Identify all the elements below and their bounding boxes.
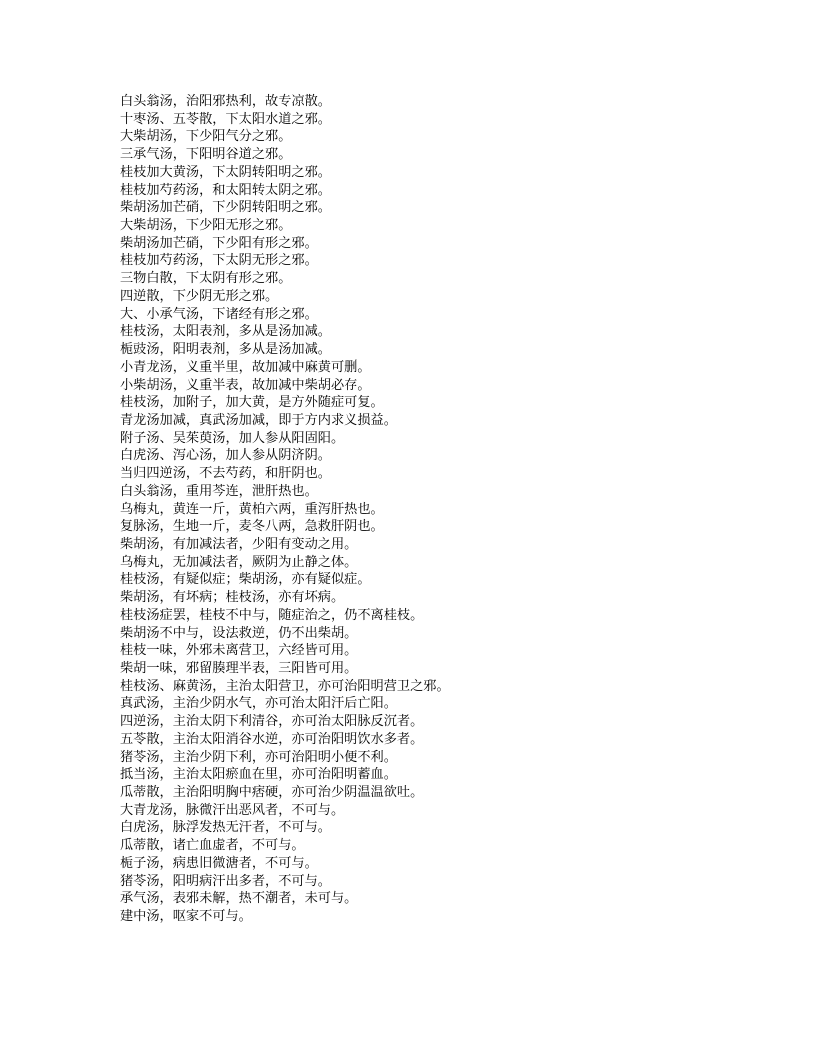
text-line: 四逆汤，主治太阴下利清谷，亦可治太阳脉反沉者。 (120, 714, 424, 730)
text-line: 大柴胡汤，下少阳无形之邪。 (120, 218, 292, 234)
text-line: 白虎汤、泻心汤，加人参从阴济阴。 (120, 448, 331, 464)
text-line: 小青龙汤，义重半里，故加减中麻黄可删。 (120, 359, 371, 375)
text-line: 柴胡汤加芒硝，下少阳有形之邪。 (120, 235, 318, 251)
text-line: 白虎汤，脉浮发热无汗者，不可与。 (120, 820, 331, 836)
text-line: 白头翁汤，重用芩连，泄肝热也。 (120, 483, 318, 499)
text-line: 柴胡汤，有加减法者，少阳有变动之用。 (120, 536, 358, 552)
text-line: 抵当汤，主治太阳瘀血在里，亦可治阳明蓄血。 (120, 767, 397, 783)
text-line: 栀子汤，病患旧微溏者，不可与。 (120, 855, 318, 871)
text-line: 大柴胡汤，下少阳气分之邪。 (120, 129, 292, 145)
text-line: 柴胡一味，邪留腠理半表，三阳皆可用。 (120, 661, 358, 676)
text-line: 建中汤，呕家不可与。 (120, 909, 252, 925)
text-line: 大、小承气汤，下诸经有形之邪。 (120, 306, 318, 322)
text-line: 栀豉汤，阳明表剂，多从是汤加减。 (120, 342, 331, 358)
text-line: 真武汤，主治少阴水气，亦可治太阳汗后亡阳。 (120, 696, 397, 712)
text-line: 猪苓汤，阳明病汗出多者，不可与。 (120, 873, 331, 889)
text-line: 桂枝汤，太阳表剂，多从是汤加减。 (120, 324, 331, 340)
text-line: 当归四逆汤，不去芍药，和肝阴也。 (120, 466, 331, 482)
text-line: 附子汤、吴茱萸汤，加人参从阳固阳。 (120, 430, 345, 446)
text-line: 三物白散，下太阴有形之邪。 (120, 271, 292, 287)
text-line: 复脉汤，生地一斤，麦冬八两，急救肝阴也。 (120, 519, 384, 535)
text-line: 青龙汤加减，真武汤加减，即于方内求义损益。 (120, 412, 397, 428)
text-line: 桂枝加大黄汤，下太阴转阳明之邪。 (120, 164, 331, 180)
text-line: 柴胡汤加芒硝，下少阴转阳明之邪。 (120, 200, 331, 216)
text-line: 四逆散，下少阴无形之邪。 (120, 288, 279, 304)
text-line: 乌梅丸，黄连一斤，黄柏六两，重泻肝热也。 (120, 501, 384, 517)
text-line: 乌梅丸，无加减法者，厥阴为止静之体。 (120, 554, 358, 570)
text-line: 三承气汤，下阳明谷道之邪。 (120, 147, 292, 163)
text-line: 承气汤，表邪未解，热不潮者，未可与。 (120, 891, 358, 907)
text-line: 白头翁汤，治阳邪热利，故专凉散。 (120, 94, 331, 109)
text-line: 桂枝加芍药汤，下太阴无形之邪。 (120, 253, 318, 269)
text-line: 瓜蒂散，主治阳明胸中痞硬，亦可治少阴温温欲吐。 (120, 785, 424, 801)
document-body (120, 93, 800, 926)
text-line: 桂枝汤症罢，桂枝不中与，随症治之，仍不离桂枝。 (120, 607, 424, 623)
text-line: 十枣汤、五苓散，下太阳水道之邪。 (120, 111, 331, 127)
text-line: 小柴胡汤，义重半表，故加减中柴胡必存。 (120, 377, 371, 393)
text-line: 桂枝一味，外邪未离营卫，六经皆可用。 (120, 643, 358, 659)
text-line: 桂枝加芍药汤，和太阳转太阴之邪。 (120, 182, 331, 198)
text-line: 柴胡汤，有坏病；桂枝汤，亦有坏病。 (120, 590, 345, 606)
text-line: 大青龙汤，脉微汗出恶风者，不可与。 (120, 802, 345, 818)
text-line: 桂枝汤，加附子，加大黄，是方外随症可复。 (120, 395, 384, 411)
text-line: 猪苓汤，主治少阴下利，亦可治阳明小便不利。 (120, 749, 397, 765)
text-line: 桂枝汤，有疑似症；柴胡汤，亦有疑似症。 (120, 572, 371, 588)
text-line: 五苓散，主治太阳消谷水逆，亦可治阳明饮水多者。 (120, 731, 424, 747)
text-line: 柴胡汤不中与，设法救逆，仍不出柴胡。 (120, 625, 358, 641)
text-line: 瓜蒂散，诸亡血虚者，不可与。 (120, 838, 305, 854)
text-line: 桂枝汤、麻黄汤，主治太阳营卫，亦可治阳明营卫之邪。 (120, 678, 450, 694)
